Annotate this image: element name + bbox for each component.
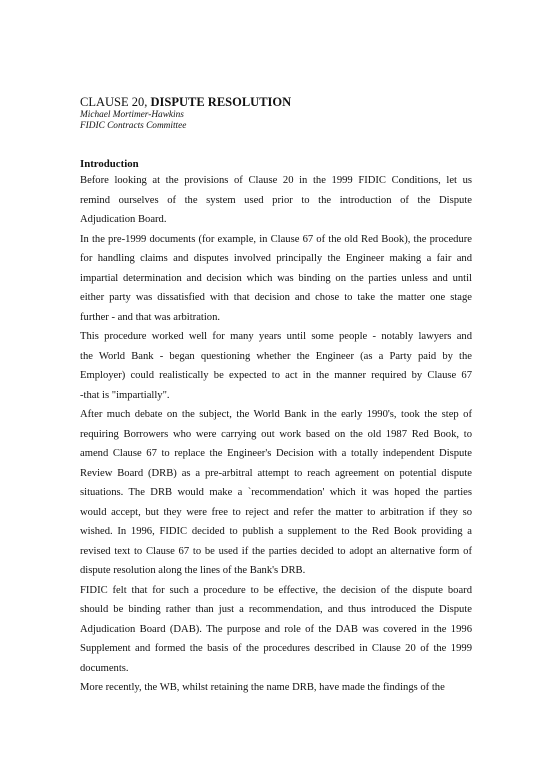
paragraph <box>80 581 472 679</box>
paragraph-line: -that is "impartially". <box>80 389 170 401</box>
section-heading: Introduction <box>80 158 139 170</box>
body-text <box>80 171 472 698</box>
paragraph-line: Supplement and formed the basis of the procedures described in Clause 20 of the 1999 <box>80 643 472 654</box>
author-affiliation: FIDIC Contracts Committee <box>80 121 187 131</box>
paragraph-line: More recently, the WB, whilst retaining the name DRB, have made the findings of the <box>80 682 445 693</box>
paragraph <box>80 405 472 581</box>
paragraph-line: either party was dissatisfied with that decision and chose to take the matter one stage <box>80 292 472 303</box>
paragraph-line: for handling claims and disputes involved principally the Engineer making a fair and <box>80 253 472 264</box>
paragraph-line: Adjudication Board (DAB). The purpose and role of the DAB was covered in the 1996 <box>80 623 472 635</box>
paragraph-line: would accept, but they were free to reject and refer the matter to arbitration if they so <box>80 506 472 518</box>
paragraph-line: revised text to Clause 67 to be used if the parties decided to adopt an alternative form of <box>80 545 472 557</box>
paragraph <box>80 327 472 405</box>
document-title <box>80 94 472 110</box>
paragraph-line: impartial determination and decision which was binding on the parties unless and until <box>80 272 472 284</box>
author-name: Michael Mortimer-Hawkins <box>80 110 184 120</box>
document-page <box>80 94 472 698</box>
paragraph-line: Review Board (DRB) as a pre-arbitral attempt to reach agreement on potential dispute <box>80 467 472 479</box>
paragraph-line: dispute resolution along the lines of the Bank's DRB. <box>80 565 306 576</box>
paragraph <box>80 230 472 328</box>
paragraph-line: FIDIC felt that for such a procedure to be effective, the decision of the dispute board <box>80 584 472 596</box>
paragraph-line: wished. In 1996, FIDIC decided to publish a supplement to the Red Book providing a <box>80 526 472 537</box>
paragraph-line: situations. The DRB would make a `recommendation' which it was hoped the parties <box>80 487 472 498</box>
paragraph-line: the World Bank - began questioning whether the Engineer (as a Party paid by the <box>80 350 472 362</box>
paragraph-line: Adjudication Board. <box>80 214 167 225</box>
paragraph-line: After much debate on the subject, the World Bank in the early 1990's, took the step of <box>80 409 472 420</box>
paragraph-line: requiring Borrowers who were carrying out work based on the old 1987 Red Book, to <box>80 428 472 440</box>
paragraph-line: Before looking at the provisions of Clause 20 in the 1999 FIDIC Conditions, let us <box>80 175 472 186</box>
paragraph-line: further - and that was arbitration. <box>80 311 221 323</box>
paragraph-line: In the pre-1999 documents (for example, in Clause 67 of the old Red Book), the procedure <box>80 233 472 245</box>
paragraph-line: amend Clause 67 to replace the Engineer's Decision with a totally independent Dispute <box>80 448 472 459</box>
paragraph-line: This procedure worked well for many years until some people - notably lawyers and <box>80 331 472 342</box>
paragraph-line: should be binding rather than just a recommendation, and thus introduced the Dispute <box>80 604 472 615</box>
paragraph-line: documents. <box>80 662 129 674</box>
paragraph-line: Employer) could realistically be expected to act in the manner required by Clause 67 <box>80 370 472 381</box>
paragraph <box>80 171 472 230</box>
paragraph <box>80 678 472 698</box>
paragraph-line: remind ourselves of the system used prior to the introduction of the Dispute <box>80 194 472 206</box>
title-prefix: CLAUSE 20, <box>80 95 151 109</box>
title-bold: DISPUTE RESOLUTION <box>150 95 292 109</box>
